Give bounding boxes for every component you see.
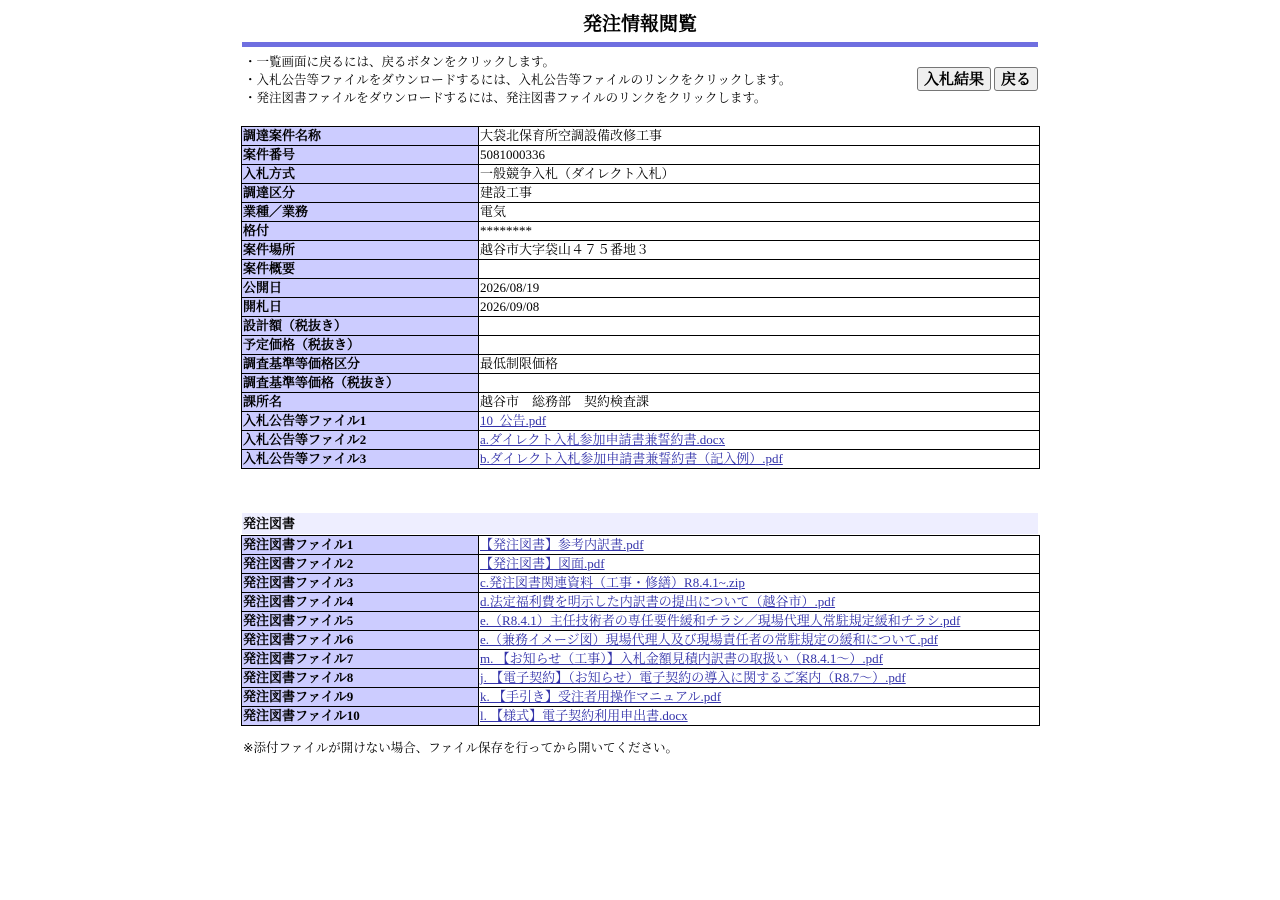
row-label: 予定価格（税抜き） — [242, 336, 479, 355]
row-value: 2026/09/08 — [480, 299, 540, 314]
row-value: 越谷市大字袋山４７５番地３ — [480, 242, 650, 257]
table-row — [242, 688, 1040, 707]
table-row — [242, 355, 1040, 374]
row-value: 建設工事 — [480, 185, 533, 200]
row-value-cell — [479, 222, 1040, 241]
row-label: 入札公告等ファイル1 — [242, 412, 479, 431]
row-value-cell — [479, 631, 1040, 650]
table-row — [242, 203, 1040, 222]
table-row — [242, 650, 1040, 669]
row-label: 調査基準等価格区分 — [242, 355, 479, 374]
row-value: 最低制限価格 — [480, 356, 559, 371]
instruction-drawing-files: ・発注図書ファイルをダウンロードするには、発注図書ファイルのリンクをクリックします。 — [244, 90, 767, 105]
row-value-cell — [479, 393, 1040, 412]
row-value-cell — [479, 669, 1040, 688]
row-value-cell — [479, 374, 1040, 393]
row-value-cell — [479, 165, 1040, 184]
row-value-cell — [479, 317, 1040, 336]
file-link[interactable]: m. 【お知らせ（工事）】入札金額見積内訳書の取扱い（R8.4.1～）.pdf — [480, 651, 883, 666]
table-row — [242, 536, 1040, 555]
row-value-cell — [479, 336, 1040, 355]
row-label: 発注図書ファイル6 — [242, 631, 479, 650]
instructions — [242, 47, 1038, 125]
table-row — [242, 146, 1040, 165]
row-label: 発注図書ファイル9 — [242, 688, 479, 707]
row-label: 発注図書ファイル3 — [242, 574, 479, 593]
row-value-cell — [479, 688, 1040, 707]
row-value-cell — [479, 412, 1040, 431]
row-value-cell — [479, 650, 1040, 669]
row-label: 公開日 — [242, 279, 479, 298]
table-row — [242, 260, 1040, 279]
table-row — [242, 412, 1040, 431]
file-link[interactable]: l. 【様式】電子契約利用申出書.docx — [480, 708, 688, 723]
table-row — [242, 165, 1040, 184]
case-info-table — [241, 126, 1040, 469]
table-row — [242, 374, 1040, 393]
row-value-cell — [479, 355, 1040, 374]
row-value: 一般競争入札（ダイレクト入札） — [480, 166, 675, 181]
table-row — [242, 298, 1040, 317]
table-row — [242, 336, 1040, 355]
row-label: 調達区分 — [242, 184, 479, 203]
file-link[interactable]: a.ダイレクト入札参加申請書兼誓約書.docx — [480, 432, 726, 447]
row-label: 調査基準等価格（税抜き） — [242, 374, 479, 393]
row-label: 格付 — [242, 222, 479, 241]
file-link[interactable]: k. 【手引き】受注者用操作マニュアル.pdf — [480, 689, 722, 704]
table-row — [242, 127, 1040, 146]
row-label: 発注図書ファイル7 — [242, 650, 479, 669]
row-label: 発注図書ファイル4 — [242, 593, 479, 612]
row-value-cell — [479, 279, 1040, 298]
file-link[interactable]: d.法定福利費を明示した内訳書の提出について（越谷市）.pdf — [480, 594, 836, 609]
file-link[interactable]: 【発注図書】参考内訳書.pdf — [480, 537, 644, 552]
file-link[interactable]: c.発注図書関連資料（工事・修繕）R8.4.1~.zip — [480, 575, 745, 590]
row-label: 調達案件名称 — [242, 127, 479, 146]
file-link[interactable]: 10_公告.pdf — [480, 413, 547, 428]
row-value-cell — [479, 241, 1040, 260]
row-label: 案件概要 — [242, 260, 479, 279]
back-button[interactable]: 戻る — [994, 67, 1038, 91]
row-label: 案件番号 — [242, 146, 479, 165]
table-row — [242, 450, 1040, 469]
row-label: 入札方式 — [242, 165, 479, 184]
table-row — [242, 393, 1040, 412]
table-row — [242, 593, 1040, 612]
row-label: 入札公告等ファイル3 — [242, 450, 479, 469]
row-value: 2026/08/19 — [480, 280, 540, 295]
row-value-cell — [479, 184, 1040, 203]
row-label: 発注図書ファイル1 — [242, 536, 479, 555]
row-value-cell — [479, 127, 1040, 146]
row-value-cell — [479, 612, 1040, 631]
file-link[interactable]: b.ダイレクト入札参加申請書兼誓約書（記入例）.pdf — [480, 451, 783, 466]
row-value-cell — [479, 260, 1040, 279]
table-row — [242, 612, 1040, 631]
drawings-table — [241, 535, 1040, 726]
row-value: 5081000336 — [480, 147, 545, 162]
row-label: 発注図書ファイル2 — [242, 555, 479, 574]
page-header — [242, 0, 1038, 125]
row-label: 課所名 — [242, 393, 479, 412]
row-value-cell — [479, 593, 1040, 612]
table-row — [242, 669, 1040, 688]
row-value: 大袋北保育所空調設備改修工事 — [480, 128, 663, 143]
table-row — [242, 279, 1040, 298]
attachment-note: ※添付ファイルが開けない場合、ファイル保存を行ってから開いてください。 — [243, 740, 678, 755]
instruction-back: ・一覧画面に戻るには、戻るボタンをクリックします。 — [244, 54, 556, 69]
row-label: 案件場所 — [242, 241, 479, 260]
page-title: 発注情報閲覧 — [582, 13, 697, 35]
row-value-cell — [479, 146, 1040, 165]
row-value: 越谷市 総務部 契約検査課 — [480, 394, 650, 409]
table-row — [242, 707, 1040, 726]
file-link[interactable]: e.（R8.4.1）主任技術者の専任要件緩和チラシ／現場代理人常駐規定緩和チラシ.pdf — [480, 613, 961, 628]
table-row — [242, 241, 1040, 260]
row-value-cell — [479, 555, 1040, 574]
action-buttons — [917, 67, 1038, 91]
row-label: 開札日 — [242, 298, 479, 317]
row-value-cell — [479, 707, 1040, 726]
table-row — [242, 631, 1040, 650]
table-row — [242, 431, 1040, 450]
row-label: 入札公告等ファイル2 — [242, 431, 479, 450]
row-value-cell — [479, 536, 1040, 555]
row-value-cell — [479, 431, 1040, 450]
row-label: 業種／業務 — [242, 203, 479, 222]
file-link[interactable]: e.（兼務イメージ図）現場代理人及び現場責任者の常駐規定の緩和について.pdf — [480, 632, 938, 647]
table-row — [242, 555, 1040, 574]
row-value-cell — [479, 203, 1040, 222]
table-row — [242, 574, 1040, 593]
row-value: ******** — [480, 223, 532, 238]
instruction-notice-files: ・入札公告等ファイルをダウンロードするには、入札公告等ファイルのリンクをクリックします。 — [244, 72, 792, 87]
table-row — [242, 184, 1040, 203]
table-row — [242, 317, 1040, 336]
bid-result-button[interactable]: 入札結果 — [917, 67, 991, 91]
file-link[interactable]: j. 【電子契約】（お知らせ）電子契約の導入に関するご案内（R8.7～）.pdf — [480, 670, 906, 685]
drawings-section-title: 発注図書 — [242, 513, 1038, 534]
row-value-cell — [479, 298, 1040, 317]
row-label: 発注図書ファイル10 — [242, 707, 479, 726]
row-label: 発注図書ファイル5 — [242, 612, 479, 631]
row-label: 設計額（税抜き） — [242, 317, 479, 336]
row-value: 電気 — [480, 204, 507, 219]
row-value-cell — [479, 574, 1040, 593]
table-row — [242, 222, 1040, 241]
row-label: 発注図書ファイル8 — [242, 669, 479, 688]
row-value-cell — [479, 450, 1040, 469]
file-link[interactable]: 【発注図書】図面.pdf — [480, 556, 605, 571]
